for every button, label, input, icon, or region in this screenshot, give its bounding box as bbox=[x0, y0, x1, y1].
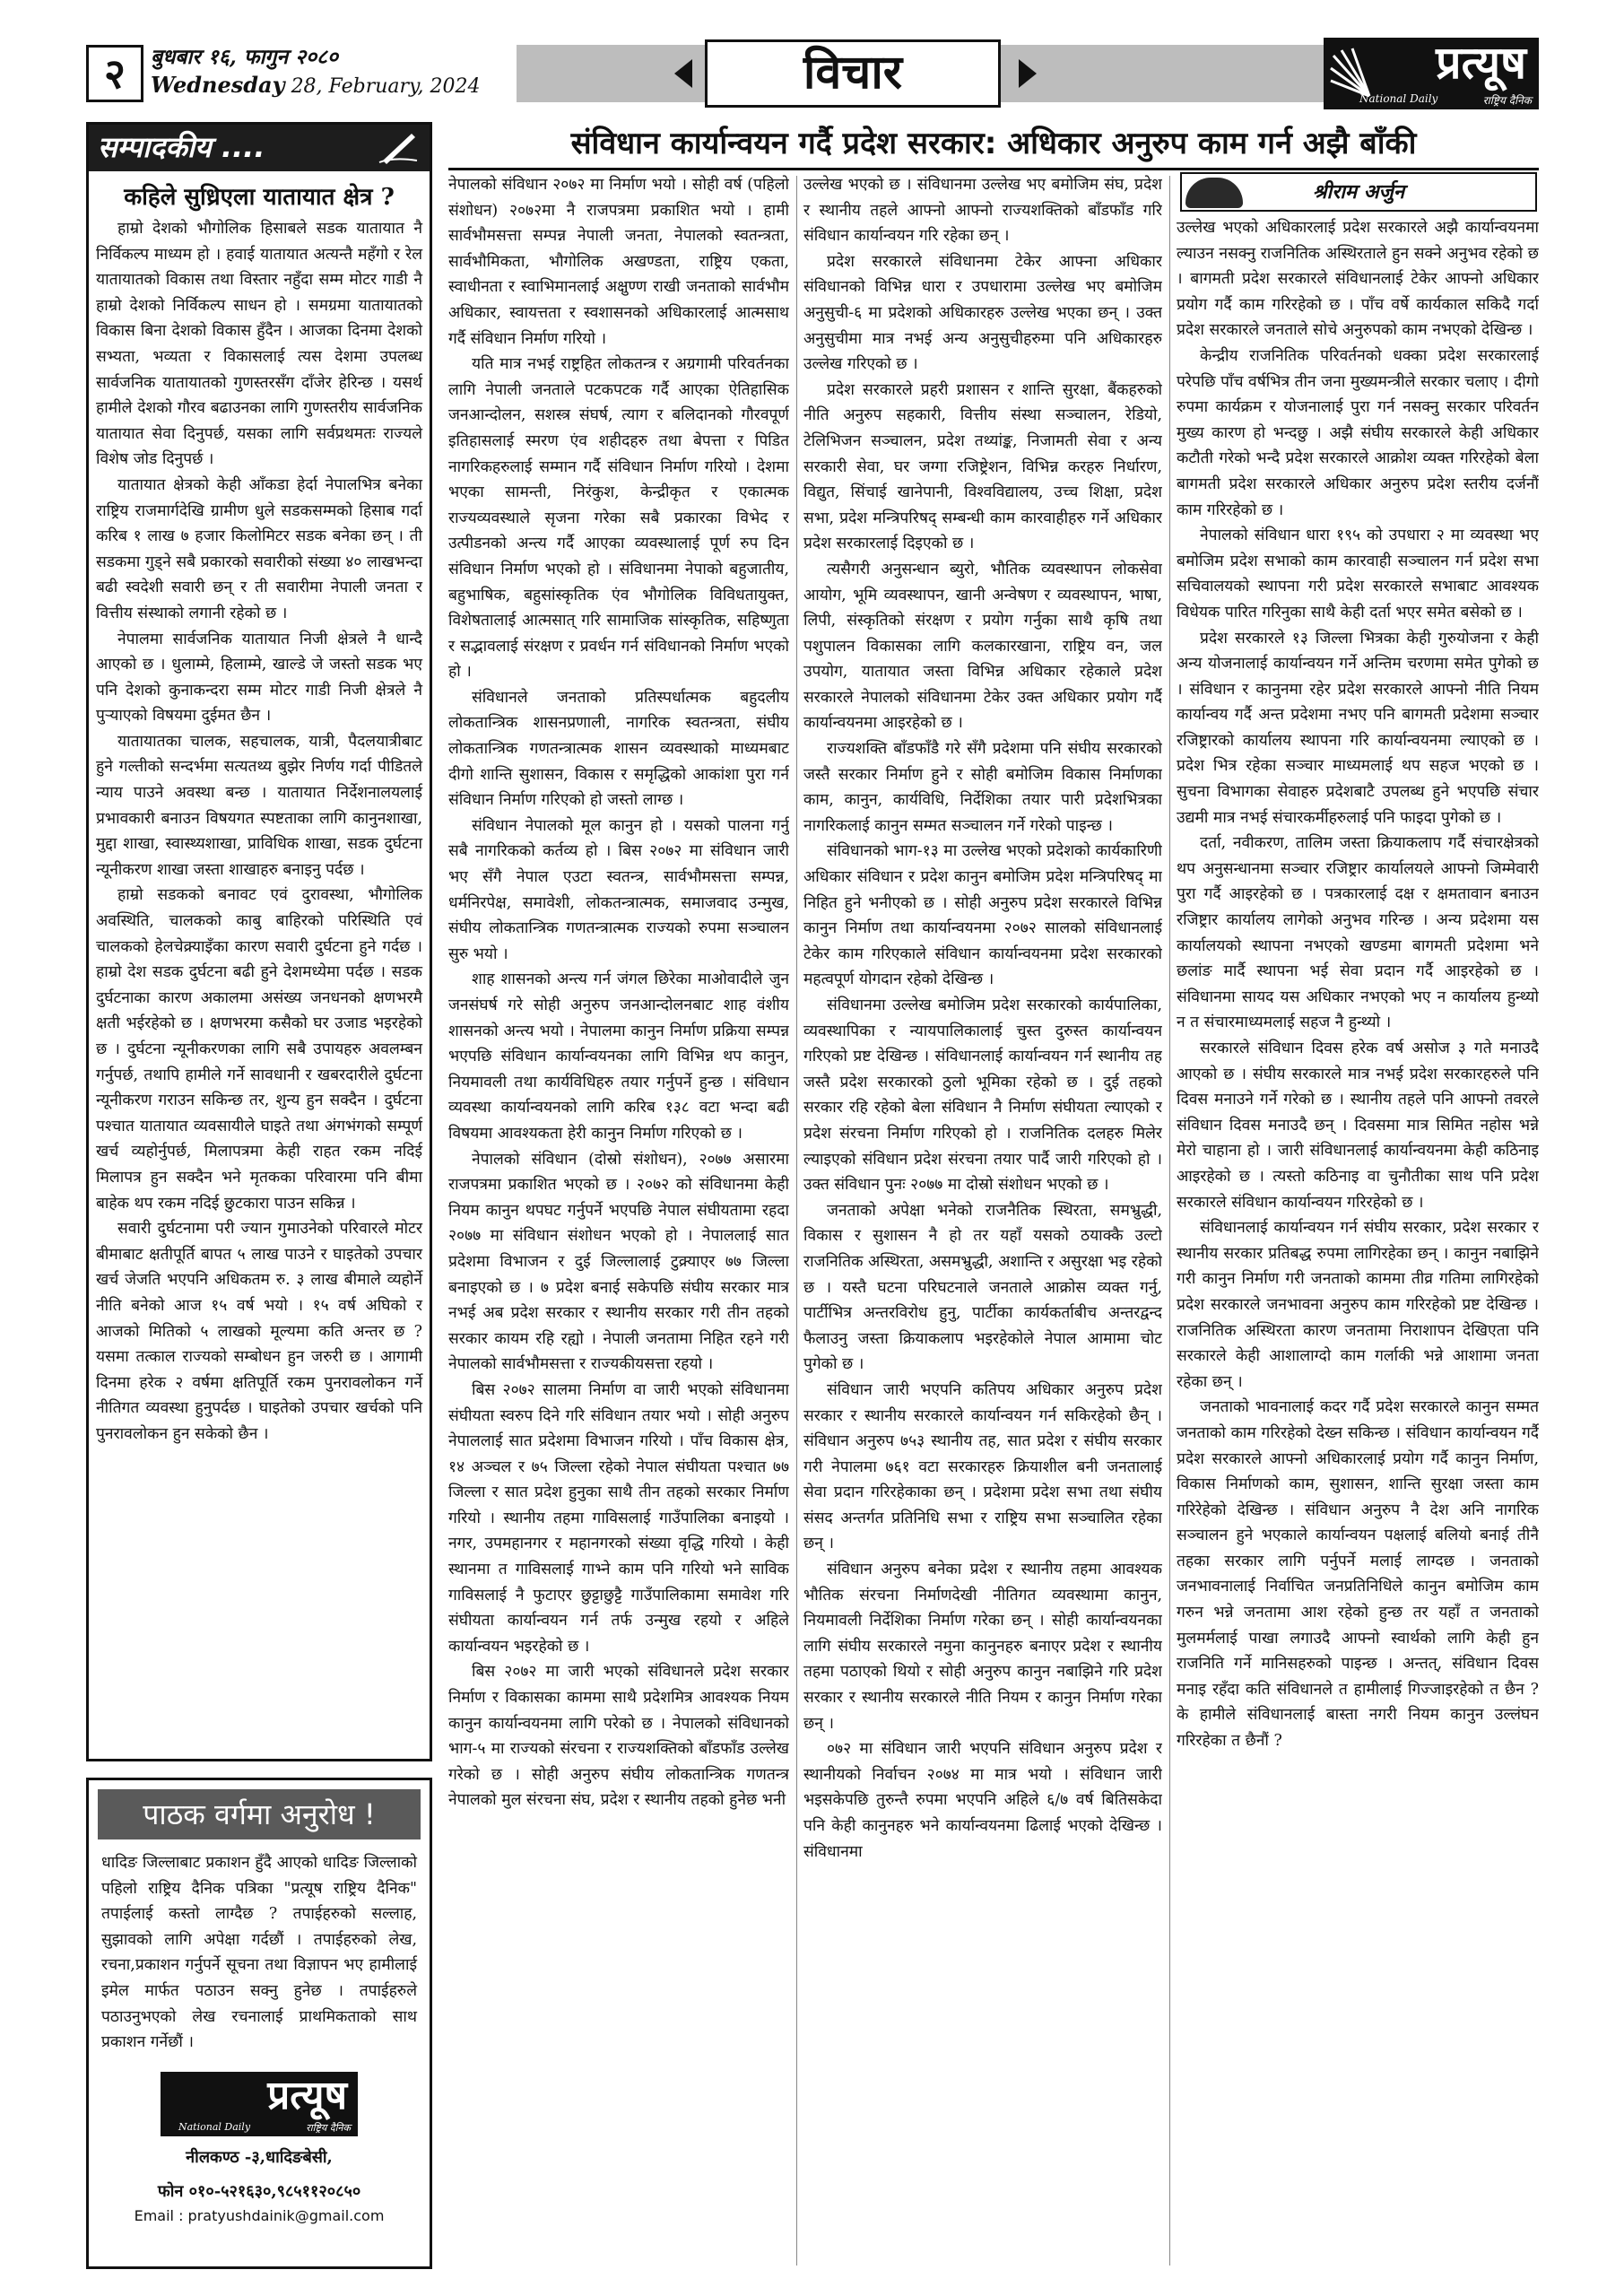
article-paragraph: प्रदेश सरकारले प्रहरी प्रशासन र शान्ति सुरक्षा, बैंकहरुको नीति अनुरुप सहकारी, वित्तीय संस्था सञ्चालन, रेडियो, टेलिभिजन सञ्चालन, प्रदेश तथ्यांङ्क, निजामती सेवा र अन्य सरकारी सेवा, घर जग्गा रजिष्ट्रेशन, विभिन्न करहरु निर्धारण, विद्युत, सिंचाई खानेपानी, विश्वविद्यालय, उच्च शिक्षा, प्रदेश सभा, प्रदेश मन्त्रिपरिषद् सम्बन्धी काम कारवाहीहरु गर्ने अधिकार प्रदेश सरकारलाई दिइएको छ । bbox=[803, 380, 1162, 553]
article-paragraph: नेपालको संविधान २०७२ मा निर्माण भयो । सोही वर्ष (पहिलो संशोधन) २०७२मा नै राजपत्रमा प्रकाशित भयो । हामी सार्वभौमसत्ता सम्पन्न नेपाली जनता, नेपालको स्वतन्त्रता, सार्वभौमिकता, भौगोलिक अखण्डता, राष्ट्रिय एकता, स्वाधीनता र स्वाभिमानलाई अक्षुण्ण राखी जनताको सार्वभौम अधिकार, स्वायत्तता र स्वशासनको अधिकारलाई आत्मसाथ गर्दै संविधान निर्माण गरियो । bbox=[448, 176, 789, 348]
article-paragraph: संविधानलाई कार्यान्वयन गर्न संघीय सरकार, प्रदेश सरकार र स्थानीय सरकार प्रतिबद्ध रुपमा लागिरहेका छन् । कानुन नबाझिने गरी कानुन निर्माण गरी जनताको काममा तीव्र गतिमा लागिरहेको प्रदेश सरकारले जनभावना अनुरुप काम गरिरहेको प्रष्ट देखिन्छ । राजनितिक अस्थिरता कारण जनतामा निराशापन देखिएता पनि सरकारले केही आशालाग्दो काम गर्लाकी भन्ने आशामा जनता रहेका छन् । bbox=[1177, 1219, 1539, 1391]
editorial-banner bbox=[89, 125, 430, 171]
date-english-day: Wednesday bbox=[151, 72, 285, 98]
logo-tagline-en: National Daily bbox=[178, 2120, 251, 2133]
editorial-box bbox=[86, 122, 432, 1761]
article-paragraph: जनताको भावनालाई कदर गर्दै प्रदेश सरकारले कानुन सम्मत जनताको काम गरिरहेको देख्न सकिन्छ । संविधान कार्यान्वयन गर्दै प्रदेश सरकारले आफ्नो अधिकारलाई प्रयोग गर्दै कानुन निर्माण, विकास निर्माणको काम, सुशासन, शान्ति सुरक्षा जस्ता काम गरिरेहेको देखिन्छ । संविधान अनुरुप नै देश अनि नागरिक सञ्चालन हुने भएकाले कार्यान्वयन पक्षलाई बलियो बनाई तीनै तहका सरकार लागि पर्नुपर्ने मलाई लाग्दछ । जनताको जनभावनालाई निर्वाचित जनप्रतिनिधिले कानुन बमोजिम काम गरुन भन्ने जनतामा आश रहेको हुन्छ तर यहाँ त जनताको मुलमर्मलाई पाखा लगाउदै आफ्नो स्वार्थको लागि केही हुन राजनिति गर्ने मानिसहरुको पाइन्छ । अन्तत्, संविधान दिवस मनाइ रहँदा कति संविधानले त हामीलाई गिज्जाइरहेको त छैन ? के हामीले संविधानलाई बास्ता नगरी नियम कानुन उल्लंघन गरिरहेका त छैनौं ? bbox=[1177, 1398, 1539, 1751]
article-paragraph: संविधानको भाग-१३ मा उल्लेख भएको प्रदेशको कार्यकारिणी अधिकार संविधान र प्रदेश कानुन बमोजिम प्रदेश मन्त्रिपरिषद् मा निहित हुने भनीएको छ । सोही अनुरुप प्रदेश सरकारले विभिन्न कानुन निर्माण तथा कार्यान्वयनमा २०७२ सालको संविधानलाई टेकेर काम गरिएकाले संविधान कार्यान्वयनमा प्रदेश सरकारको महत्वपूर्ण योगदान रहेको देखिन्छ । bbox=[803, 842, 1162, 989]
arrow-left-icon bbox=[674, 59, 692, 88]
arrow-right-icon bbox=[1019, 59, 1037, 88]
editorial-paragraph: सवारी दुर्घटनामा परी ज्यान गुमाउनेको परिवारले मोटर बीमाबाट क्षतीपूर्ति बापत ५ लाख पाउने र घाइतेको उपचार खर्च जेजति भएपनि अधिकतम रु. ३ लाख बीमाले व्यहोर्ने नीति बनेको आज १५ वर्ष भयो । १५ वर्ष अघिको र आजको मितिको ५ लाखको मूल्यमा कति अन्तर छ ? यसमा तत्काल राज्यको सम्बोधन हुन जरुरी छ । आगामी दिनमा हरेक २ वर्षमा क्षतिपूर्ति रकम पुनरावलोकन गर्ने नीतिगत व्यवस्था हुनुपर्दछ । घाइतेको उपचार खर्चको पनि पुनरावलोकन हुन सकेको छैन । bbox=[96, 1220, 422, 1443]
masthead-logo bbox=[1324, 38, 1539, 109]
logo-tagline-en: National Daily bbox=[1359, 92, 1438, 105]
contact-address: नीलकण्ठ -३,धादिङबेसी, bbox=[186, 2147, 333, 2167]
article-column-1 bbox=[448, 172, 789, 2269]
date-english bbox=[151, 72, 509, 100]
editorial-body bbox=[89, 216, 430, 1448]
reader-request-box bbox=[86, 1778, 432, 2269]
article-paragraph: त्यसैगरी अनुसन्धान ब्युरो, भौतिक व्यवस्थापन लोकसेवा आयोग, भूमि व्यवस्थापन, खानी अन्वेषण र व्यवस्थापन, भाषा, लिपी, संस्कृतिको संरक्षण र प्रयोग गर्नुका साथै कृषि तथा पशुपालन विकासका लागि कलकारखाना, राष्ट्रिय वन, जल उपयोग, यातायात जस्ता विभिन्न अधिकार रहेकाले प्रदेश सरकारले नेपालको संविधानमा टेकेर उक्त अधिकार प्रयोग गर्दै कार्यान्वयनमा आइरहेको छ । bbox=[803, 560, 1162, 733]
article-paragraph: उल्लेख भएको छ । संविधानमा उल्लेख भए बमोजिम संघ, प्रदेश र स्थानीय तहले आफ्नो आफ्नो राज्यशक्तिको बाँडफाँड गरि संविधान कार्यान्वयन गरि रहेका छन् । bbox=[803, 176, 1162, 246]
contact-phone: फोन ०१०-५२१६३०,९८५११२०८५० bbox=[157, 2181, 361, 2201]
article-header bbox=[448, 120, 1539, 170]
page-header bbox=[86, 39, 1539, 109]
article-paragraph: संविधान जारी भएपनि कतिपय अधिकार अनुरुप प्रदेश सरकार र स्थानीय सरकारले कार्यान्वयन गर्न सकिरहेको छैन् । संविधान अनुरुप ७५३ स्थानीय तह, सात प्रदेश र संघीय सरकार गरी नेपालमा ७६१ वटा सरकारहरु क्रियाशील बनी जनतालाई सेवा प्रदान गरिरहेकाका छन् । प्रदेशमा प्रदेश सभा तथा संघीय संसद अन्तर्गत प्रतिनिधि सभा र राष्ट्रिय सभा सञ्चालित रहेका छन् । bbox=[803, 1380, 1162, 1553]
editorial-paragraph: यातायातका चालक, सहचालक, यात्री, पैदलयात्रीबाट हुने गल्तीको सन्दर्भमा सत्यतथ्य बुझेर निर्णय गर्दा पीडितले न्याय पाउने अवस्था बन्छ । यातायात निर्देशनालयलाई प्रभावकारी बनाउन विषयगत स्पष्टताका लागि कानुनशाखा, मुद्दा शाखा, स्वास्थ्यशाखा, प्राविधिक शाखा, सडक दुर्घटना न्यूनीकरण शाखा जस्ता शाखाहरु बनाइनु पर्दछ । bbox=[96, 732, 422, 879]
article-paragraph: राज्यशक्ति बाँडफाँडै गरे सँगै प्रदेशमा पनि संघीय सरकारको जस्तै सरकार निर्माण हुने र सोही बमोजिम विकास निर्माणका काम, कानुन, कार्यविधि, निर्देशिका तयार पारी प्रदेशभित्रका नागरिकलाई कानुन सम्मत सञ्चालन गर्ने गरेको पाइन्छ । bbox=[803, 740, 1162, 835]
article-paragraph: ०७२ मा संविधान जारी भएपनि संविधान अनुरुप प्रदेश र स्थानीयको निर्वाचन २०७४ मा मात्र भयो । संविधान जारी भइसकेपछि तुरुन्तै रुपमा भएपनि अहिले ६/७ वर्ष बितिसकेदा पनि केही कानुनहरु भने कार्यान्वयनमा ढिलाई भएको देखिन्छ । संविधानमा bbox=[803, 1740, 1162, 1861]
editorial-label: सम्पादकीय .... bbox=[98, 130, 265, 164]
reader-request-logo bbox=[161, 2072, 358, 2136]
reader-request-banner: पाठक वर्गमा अनुरोध ! bbox=[98, 1789, 421, 1839]
article-column-3 bbox=[1177, 215, 1539, 2269]
article-paragraph: उल्लेख भएको अधिकारलाई प्रदेश सरकारले अझै कार्यान्वयनमा ल्याउन नसक्नु राजनितिक अस्थिरताले हुन सक्ने अनुभव रहेको छ । बागमती प्रदेश सरकारले संविधानलाई टेकेर आफ्नो अधिकार प्रयोग गर्दै काम गरिरहेको छ । पाँच वर्षे कार्यकाल सकिदै गर्दा प्रदेश सरकारले जनताले सोचे अनुरुपको काम नभएको देखिन्छ । bbox=[1177, 219, 1539, 340]
issue-date bbox=[151, 43, 509, 104]
date-nepali: बुधबार १६, फागुन २०८० bbox=[151, 45, 338, 69]
article-paragraph: नेपालको संविधान (दोस्रो संशोधन), २०७७ असारमा राजपत्रमा प्रकाशित भएको छ । २०७२ को संविधानमा केही नियम कानुन थपघट गर्नुपर्ने भएपछि नेपाल संघीयतामा रहदा २०७७ मा संविधान संशोधन भएको हो । नेपाललाई सात प्रदेशमा विभाजन र दुई जिल्लालाई टुक्र्याएर ७७ जिल्ला बनाइएको छ । ७ प्रदेश बनाई सकेपछि संघीय सरकार मात्र नभई अब प्रदेश सरकार र स्थानीय सरकार गरी तीन तहको सरकार कायम रहि रह्यो । नेपाली जनतामा निहित रहने गरी नेपालको सार्वभौमसत्ता र राज्यकीयसत्ता रहयो । bbox=[448, 1150, 789, 1374]
editorial-headline: कहिले सुध्रिएला यातायात क्षेत्र ? bbox=[124, 184, 395, 211]
editorial-paragraph: यातायात क्षेत्रको केही आँकडा हेर्दा नेपालभित्र बनेका राष्ट्रिय राजमार्गदेखि ग्रामीण धुले सडकसम्मको हिसाब गर्दा करिब १ लाख ७ हजार किलोमिटर सडक बनेका छन् । ती सडकमा गुड्ने सबै प्रकारको सवारीको संख्या ४० लाखभन्दा बढी स्वदेशी सवारी छन् र ती सवारीमा नेपाली जनता र वित्तीय संस्थाको लगानी रहेको छ । bbox=[96, 475, 422, 622]
article-paragraph: प्रदेश सरकारले संविधानमा टेकेर आफ्ना अधिकार संविधानको विभिन्न धारा र उपधारामा उल्लेख भए बमोजिम अनुसुची-६ मा प्रदेशको अधिकारहरु उल्लेख भएका छन् । उक्त अनुसुचीमा मात्र नभई अन्य अनुसुचीहरुमा पनि अधिकारहरु उल्लेख गरिएको छ । bbox=[803, 252, 1162, 374]
article-paragraph: प्रदेश सरकारले १३ जिल्ला भित्रका केही गुरुयोजना र केही अन्य योजनालाई कार्यान्वयन गर्ने अन्तिम चरणमा समेत पुगेको छ । संविधान र कानुनमा रहेर प्रदेश सरकारले आफ्नो नीति नियम कार्यान्वय गर्दै अन्त प्रदेशमा नभए पनि बागमती प्रदेशमा सञ्चार रजिष्ट्रारको कार्यालय स्थापना गरि कार्यान्वयनमा ल्याएको छ । प्रदेश भित्र रहेका सञ्चार माध्यमलाई थप सहज भएको छ । सुचना विभागका सेवाहरु प्रदेशबाटै उपलब्ध हुने भएपछि संचार उद्यमी मात्र नभई संचारकर्मीहरुलाई पनि फाइदा पुगेको छ । bbox=[1177, 629, 1539, 827]
left-column bbox=[86, 122, 432, 2269]
article-paragraph: बिस २०७२ सालमा निर्माण वा जारी भएको संविधानमा संघीयता स्वरुप दिने गरि संविधान तयार भयो । सोही अनुरुप नेपाललाई सात प्रदेशमा विभाजन गरियो । पाँच विकास क्षेत्र, १४ अञ्चल र ७५ जिल्ला रहेको नेपाल संघीयता पश्चात ७७ जिल्ला र सात प्रदेश हुनुका साथै तीन तहको सरकार निर्माण गरियो । स्थानीय तहमा गाविसलाई गाउँपालिका बनाइयो । नगर, उपमहानगर र महानगरको संख्या वृद्धि गरियो । केही स्थानमा त गाविसलाई गाभ्ने काम पनि गरियो भने साविक गाविसलाई नै फुटाएर छुट्टाछुट्टै गाउँपालिकामा समावेश गरि संघीयता कार्यान्वयन गर्न तर्फ उन्मुख रहयो र अहिले कार्यान्वयन भइरहेको छ । bbox=[448, 1380, 789, 1656]
pen-icon bbox=[376, 130, 421, 166]
article-paragraph: दर्ता, नवीकरण, तालिम जस्ता क्रियाकलाप गर्दै संचारक्षेत्रको थप अनुसन्धानमा सञ्चार रजिष्ट्रार कार्यालयले आफ्नो जिम्मेवारी पुरा गर्दै आइरहेको छ । पत्रकारलाई दक्ष र क्षमतावान बनाउन रजिष्ट्रार कार्यालय लागेको अनुभव गरिन्छ । अन्य प्रदेशमा यस कार्यालयको स्थापना नभएको खण्डमा बागमती प्रदेशमा भने छलांङ मार्दै स्थापना भई सेवा प्रदान गर्दै आइरहेको छ । संविधानमा सायद यस अधिकार नभएको भए न कार्यालय हुन्थ्यो न त संचारमाध्यमलाई सहज नै हुन्थ्यो । bbox=[1177, 834, 1539, 1032]
section-label-box bbox=[705, 39, 1001, 108]
date-english-rest: 28, February, 2024 bbox=[291, 75, 481, 98]
article-paragraph: शाह शासनको अन्त्य गर्न जंगल छिरेका माओवादीले जुन जनसंघर्ष गरे सोही अनुरुप जनआन्दोलनबाट शाह वंशीय शासनको अन्त्य भयो । नेपालमा कानुन निर्माण प्रक्रिया सम्पन्न भएपछि संविधान कार्यान्वयनका लागि विभिन्न थप कानुन, नियमावली तथा कार्यविधिहरु तयार गर्नुपर्ने हुन्छ । संविधान व्यवस्था कार्यान्वयनको लागि करिब १३८ वटा भन्दा बढी विषयमा आवश्यकता हेरी कानुन निर्माण गरिएको छ । bbox=[448, 970, 789, 1143]
section-title: विचार bbox=[803, 46, 903, 100]
column-divider bbox=[1169, 176, 1170, 2266]
editorial-paragraph: नेपालमा सार्वजनिक यातायात निजी क्षेत्रले नै धान्दै आएको छ । धुलाम्मे, हिलाम्मे, खाल्डे जे जस्तो सडक भए पनि देशको कुनाकन्दरा सम्म मोटर गाडी निजी क्षेत्रले नै पुऱ्याएको विषयमा दुईमत छैन । bbox=[96, 630, 422, 726]
article-paragraph: केन्द्रीय राजनितिक परिवर्तनको धक्का प्रदेश सरकारलाई परेपछि पाँच वर्षभित्र तीन जना मुख्यमन्त्रीले सरकार चलाए । दीगो रुपमा कार्यक्रम र योजनालाई पुरा गर्न नसक्नु सरकार परिवर्तन मुख्य कारण हो भन्दछु । अझै संघीय सरकारले केही अधिकार कटौती गरेको भन्दै प्रदेश सरकारले आक्रोश व्यक्त गरिरहेको बेला बागमती प्रदेश सरकारले अधिकार अनुरुप प्रदेश स्तरीय दर्जनौं काम गरिरहेको छ । bbox=[1177, 346, 1539, 519]
article-paragraph: संविधानमा उल्लेख बमोजिम प्रदेश सरकारको कार्यपालिका, व्यवस्थापिका र न्यायपालिकालाई चुस्त दुरुस्त कार्यान्वयन गरिएको प्रष्ट देखिन्छ । संविधानलाई कार्यान्वयन गर्न स्थानीय तह जस्तै प्रदेश सरकारको ठुलो भूमिका रहेको छ । दुई तहको सरकार रहि रहेको बेला संविधान नै निर्माण संघीयता ल्याएको र प्रदेश संरचना निर्माण गरिएको हो । राजनितिक दलहरु मिलेर ल्याइएको संविधान प्रदेश संरचना तयार पार्दै जारी गरिएको हो । उक्त संविधान पुनः २०७७ मा दोस्रो संशोधन भएको छ । bbox=[803, 996, 1162, 1195]
logo-wordmark: प्रत्यूष bbox=[1436, 37, 1526, 89]
author-byline bbox=[1180, 172, 1537, 212]
logo-tagline bbox=[178, 2121, 351, 2135]
article-paragraph: यति मात्र नभई राष्ट्रहित लोकतन्त्र र अग्रगामी परिवर्तनका लागि नेपाली जनताले पटकपटक गर्दै आएका ऐतिहासिक जनआन्दोलन, सशस्त्र संघर्ष, त्याग र बलिदानको गौरवपूर्ण इतिहासलाई स्मरण एंव शहीदहरु तथा बेपत्ता र पिडित नागरिकहरुलाई सम्मान गर्दै संविधान निर्माण गरियो । देशमा भएका सामन्ती, निरंकुश, केन्द्रीकृत र एकात्मक राज्यव्यवस्थाले सृजना गरेका सबै प्रकारका विभेद र उत्पीडनको अन्त्य गर्दै आएका व्यवस्थालाई पूर्ण रुप दिन संविधान निर्माण भएको हो । संविधानमा नेपाको बहुजातीय, बहुभाषिक, बहुसांस्कृतिक एंव भौगोलिक विविधतायुक्त, विशेषतालाई आत्मसात् गरि सामाजिक सांस्कृतिक, सहिष्णुता र सद्भावलाई संरक्षण र प्रवर्धन गर्न संविधानको निर्माण भएको हो । bbox=[448, 355, 789, 682]
logo-tagline-np: राष्ट्रिय दैनिक bbox=[306, 2121, 351, 2134]
logo-tagline bbox=[1359, 92, 1532, 108]
article-paragraph: जनताको अपेक्षा भनेको राजनैतिक स्थिरता, समभ्रुद्धी, विकास र सुशासन नै हो तर यहाँ यसको ठयाक्कै उल्टो राजनितिक अस्थिरता, असमभ्रुद्धी, अशान्ति र असुरक्षा भइ रहेको छ । यस्तै घटना परिघटनाले जनताले आक्रोस व्यक्त गर्नु, पार्टीभित्र अन्तरविरोध हुनु, पार्टीका कार्यकर्ताबीच अन्तरद्वन्द फैलाउनु जस्ता क्रियाकलाप भइरहेकोले नेपाल आमामा चोट पुगेको छ । bbox=[803, 1201, 1162, 1374]
contact-email: Email : pratyushdainik@gmail.com bbox=[134, 2206, 385, 2224]
column-divider bbox=[796, 176, 797, 2266]
logo-tagline-np: राष्ट्रिय दैनिक bbox=[1482, 94, 1532, 107]
editorial-paragraph: हाम्रो देशको भौगोलिक हिसाबले सडक यातायात नै निर्विकल्प माध्यम हो । हवाई यातायात अत्यन्तै महँगो र रेल यातायातको विकास तथा विस्तार नहुँदा सम्म मोटर गाडी नै हाम्रो देशको निर्विकल्प साधन हो । समग्रमा यातायातको विकास बिना देशको विकास हुँदैन । आजका दिनमा देशको सभ्यता, भव्यता र विकासलाई त्यस देशमा उपलब्ध सार्वजनिक यातायातको गुणस्तरसँग दाँजेर हेरिन्छ । यसर्थ हामीले देशको गौरव बढाउनका लागि गुणस्तरीय सार्वजनिक यातायात सेवा दिनुपर्छ, यसका लागि सर्वप्रथमतः राज्यले विशेष जोड दिनुपर्छ । bbox=[96, 220, 422, 469]
article-paragraph: बिस २०७२ मा जारी भएको संविधानले प्रदेश सरकार निर्माण र विकासका काममा साथै प्रदेशमित्र आवश्यक नियम कानुन कार्यान्वयनमा लागि परेको छ । नेपालको संविधानको भाग-५ मा राज्यको संरचना र राज्यशक्तिको बाँडफाँड उल्लेख गरेको छ । सोही अनुरुप संघीय लोकतान्त्रिक गणतन्त्र नेपालको मुल संरचना संघ, प्रदेश र स्थानीय तहको हुनेछ भनी bbox=[448, 1663, 789, 1810]
editorial-paragraph: हाम्रो सडकको बनावट एवं दुरावस्था, भौगोलिक अवस्थिति, चालकको काबु बाहिरको परिस्थिति एवं चालकको हेलचेक्र्याइँका कारण सवारी दुर्घटना हुने गर्दछ । हाम्रो देश सडक दुर्घटना बढी हुने देशमध्येमा पर्दछ । सडक दुर्घटनाका कारण अकालमा असंख्य जनधनको क्षणभरमै क्षती भईरहेको छ । क्षणभरमा कसैको घर उजाड भइरहेको छ । दुर्घटना न्यूनीकरणका लागि सबै उपायहरु अवलम्बन गर्नुपर्छ, तथापि हामीले गर्ने सावधानी र खबरदारीले दुर्घटना न्यूनीकरण गराउन सकिन्छ तर, शुन्य हुन सक्दैन । दुर्घटना पश्चात यातायात व्यवसायीले घाइते तथा अंगभंगको सम्पूर्ण खर्च व्यहोर्नुपर्छ, मिलापत्रमा केही राहत रकम नदिई मिलापत्र हुन सक्दैन भने मृतकका परिवारमा पनि बीमा बाहेक थप रकम नदिई छुटकारा पाउन सकिन्न । bbox=[96, 886, 422, 1213]
article-paragraph: सरकारले संविधान दिवस हरेक वर्ष असोज ३ गते मनाउदै आएको छ । संघीय सरकारले मात्र नभई प्रदेश सरकारहरुले पनि दिवस मनाउने गर्ने गरेको छ । स्थानीय तहले पनि आफ्नो तवरले संविधान दिवस मनाउदै छन् । दिवसमा मात्र सिमित नहोस भन्ने मेरो चाहाना हो । जारी संविधानलाई कार्यान्वयनमा केही कठिनाइ आइरहेको छ । त्यस्तो कठिनाइ वा चुनौतीका साथ पनि प्रदेश सरकारले संविधान कार्यान्वयन गरिरहेको छ । bbox=[1177, 1039, 1539, 1212]
article-paragraph: संविधानले जनताको प्रतिस्पर्धात्मक बहुदलीय लोकतान्त्रिक शासनप्रणाली, नागरिक स्वतन्त्रता, संघीय लोकतान्त्रिक गणतन्त्रात्मक शासन व्यवस्थाको माध्यमबाट दीगो शान्ति सुशासन, विकास र समृद्धिको आकांशा पुरा गर्न संविधान निर्माण गरिएको हो जस्तो लाग्छ । bbox=[448, 688, 789, 810]
reader-request-text: धादिङ जिल्लाबाट प्रकाशन हुँदै आएको धादिङ जिल्लाको पहिलो राष्ट्रिय दैनिक पत्रिका "प्रत्यूष राष्ट्रिय दैनिक" तपाईलाई कस्तो लाग्दैछ ? तपाईहरुको सल्लाह, सुझावको लागि अपेक्षा गर्दछौं । तपाईहरुको लेख, रचना,प्रकाशन गर्नुपर्ने सूचना तथा विज्ञापन भए हामीलाई इमेल मार्फत पठाउन सक्नु हुनेछ । तपाईहरुले पठाउनुभएको लेख रचनालाई प्राथमिकताको साथ प्रकाशन गर्नेछौं । bbox=[101, 1854, 417, 2052]
author-name: श्रीराम अर्जुन bbox=[1312, 180, 1405, 204]
logo-wordmark: प्रत्यूष bbox=[267, 2072, 347, 2118]
article-paragraph: संविधान नेपालको मूल कानुन हो । यसको पालना गर्नु सबै नागरिकको कर्तव्य हो । बिस २०७२ मा संविधान जारी भए सँगै नेपाल एउटा स्वतन्त्र, सार्वभौमसत्ता सम्पन्न, धर्मनिरपेक्ष, समावेशी, लोकतन्त्रात्मक, समाजवाद उन्मुख, संघीय लोकतान्त्रिक गणतन्त्रात्मक राज्यको रुपमा सञ्चालन सुरु भयो । bbox=[448, 816, 789, 963]
article-title: संविधान कार्यान्वयन गर्दै प्रदेश सरकार: अधिकार अनुरुप काम गर्न अझै बाँकी bbox=[570, 126, 1417, 161]
article-paragraph: नेपालको संविधान धारा १९५ को उपधारा २ मा व्यवस्था भए बमोजिम प्रदेश सभाको काम कारवाही सञ्चालन गर्न प्रदेश सभा सचिवालयको स्थापना गरी प्रदेश सरकारले सभाबाट आवश्यक विधेयक पारित गरिनुका साथै केही दर्ता भएर समेत बसेको छ । bbox=[1177, 526, 1539, 622]
page-number: २ bbox=[86, 45, 143, 102]
article-paragraph: संविधान अनुरुप बनेका प्रदेश र स्थानीय तहमा आवश्यक भौतिक संरचना निर्माणदेखी नीतिगत व्यवस्थामा कानुन, नियमावली निर्देशिका निर्माण गरेका छन् । सोही कार्यान्वयनका लागि संघीय सरकारले नमुना कानुनहरु बनाएर प्रदेश र स्थानीय तहमा पठाएको थियो र सोही अनुरुप कानुन नबाझिने गरि प्रदेश सरकार र स्थानीय सरकारले नीति नियम र कानुन निर्माण गरेका छन् । bbox=[803, 1561, 1162, 1733]
article-column-2 bbox=[803, 172, 1162, 2269]
